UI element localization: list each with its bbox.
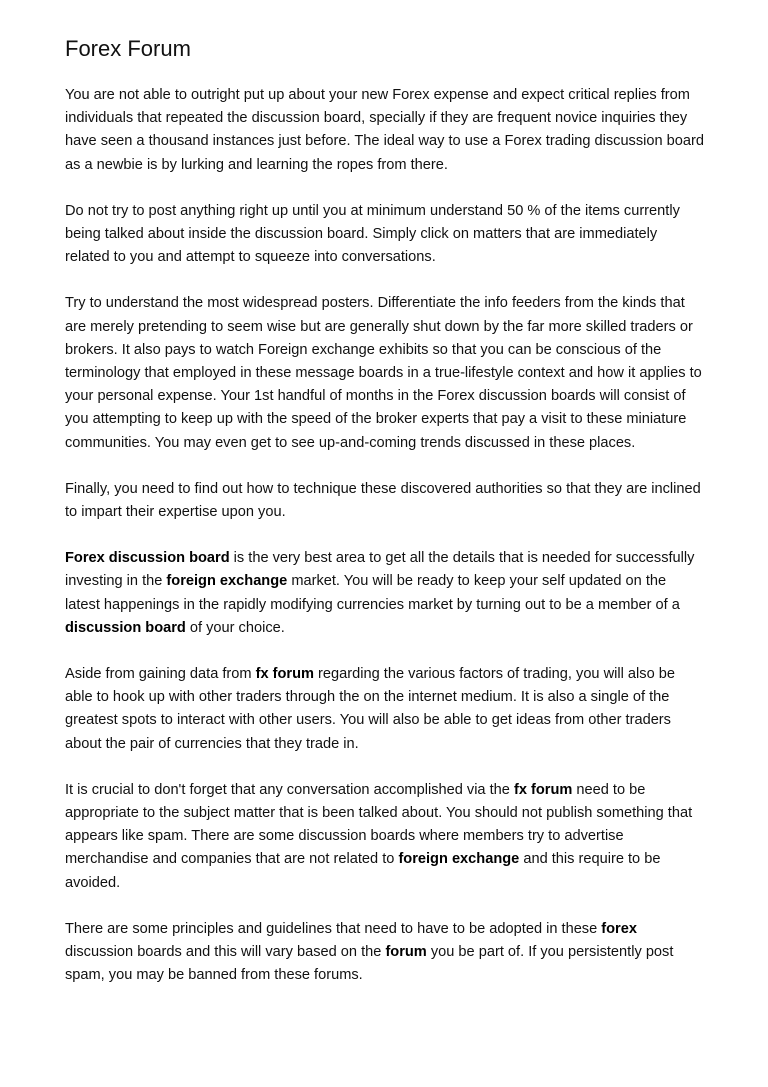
paragraph xyxy=(65,478,705,524)
text-segment: There are some principles and guidelines that need to have to be adopted in these xyxy=(65,920,602,937)
text-segment: and this require to be avoided. xyxy=(65,851,661,891)
text-segment: is the very best area to get all the details that is needed for successfully investing in the xyxy=(65,550,695,590)
text-segment: you be part of. If you persistently post spam, you may be banned from these forums. xyxy=(65,944,674,984)
paragraph xyxy=(65,84,705,177)
text-segment: Finally, you need to find out how to technique these discovered authorities so that they are inclined to impart their expertise upon you. xyxy=(65,480,701,521)
keyword-bold: forum xyxy=(385,944,427,961)
text-segment: of your choice. xyxy=(185,619,285,636)
paragraph xyxy=(65,918,705,988)
paragraph xyxy=(65,547,705,640)
text-segment: Do not try to post anything right up until you at minimum understand 50 % of the items currently being talked about inside the discussion board. Simply click on matters that are immediately related to you and attempt to squeeze into conversations. xyxy=(65,202,680,266)
document-title: Forex Forum xyxy=(65,36,191,61)
text-segment: need to be appropriate to the subject matter that is been talked about. You should not publish something that appears like spam. There are some discussion boards where members try to advertise merchandise and companies that are not related to xyxy=(65,781,693,868)
text-segment: Aside from gaining data from xyxy=(65,666,256,683)
document-body xyxy=(65,84,705,988)
text-segment: market. You will be ready to keep your self updated on the latest happenings in the rapidly modifying currencies market by turning out to be a member of a xyxy=(65,573,680,613)
text-segment: It is crucial to don't forget that any conversation accomplished via the xyxy=(65,781,514,798)
keyword-bold: Forex discussion board xyxy=(65,550,230,567)
paragraph xyxy=(65,663,705,756)
document-page xyxy=(65,36,705,1011)
paragraph xyxy=(65,292,705,454)
paragraph xyxy=(65,200,705,270)
keyword-bold: discussion board xyxy=(65,619,186,636)
keyword-bold: fx forum xyxy=(255,666,314,683)
keyword-bold: forex xyxy=(601,920,637,937)
text-segment: Try to understand the most widespread posters. Differentiate the info feeders from the kinds that are merely pretending to seem wise but are generally shut down by the far more skilled traders or brokers. It also pays to watch Foreign exchange exhibits so that you can be conscious of the terminology that employed in these message boards in a true-lifestyle context and how it applies to your personal expense. Your 1st handful of months in the Forex discussion boards will consist of you attempting to keep up with the speed of the broker experts that pay a visit to these miniature communities. You may even get to see up-and-coming trends discussed in these places. xyxy=(65,295,702,451)
keyword-bold: foreign exchange xyxy=(398,851,520,868)
paragraph xyxy=(65,779,705,895)
text-segment: discussion boards and this will vary based on the xyxy=(65,944,386,961)
keyword-bold: fx forum xyxy=(513,781,573,798)
keyword-bold: foreign exchange xyxy=(166,573,288,590)
text-segment: You are not able to outright put up about your new Forex expense and expect critical replies from individuals that repeated the discussion board, specially if they are frequent novice inquiries they have seen a thousand instances just before. The ideal way to use a Forex trading discussion board as a newbie is by lurking and learning the ropes from there. xyxy=(65,87,705,173)
text-segment: regarding the various factors of trading, you will also be able to hook up with other traders through the on the internet medium. It is also a single of the greatest spots to interact with other users. You will also be able to get ideas from other traders about the pair of currencies that they trade in. xyxy=(65,666,675,752)
